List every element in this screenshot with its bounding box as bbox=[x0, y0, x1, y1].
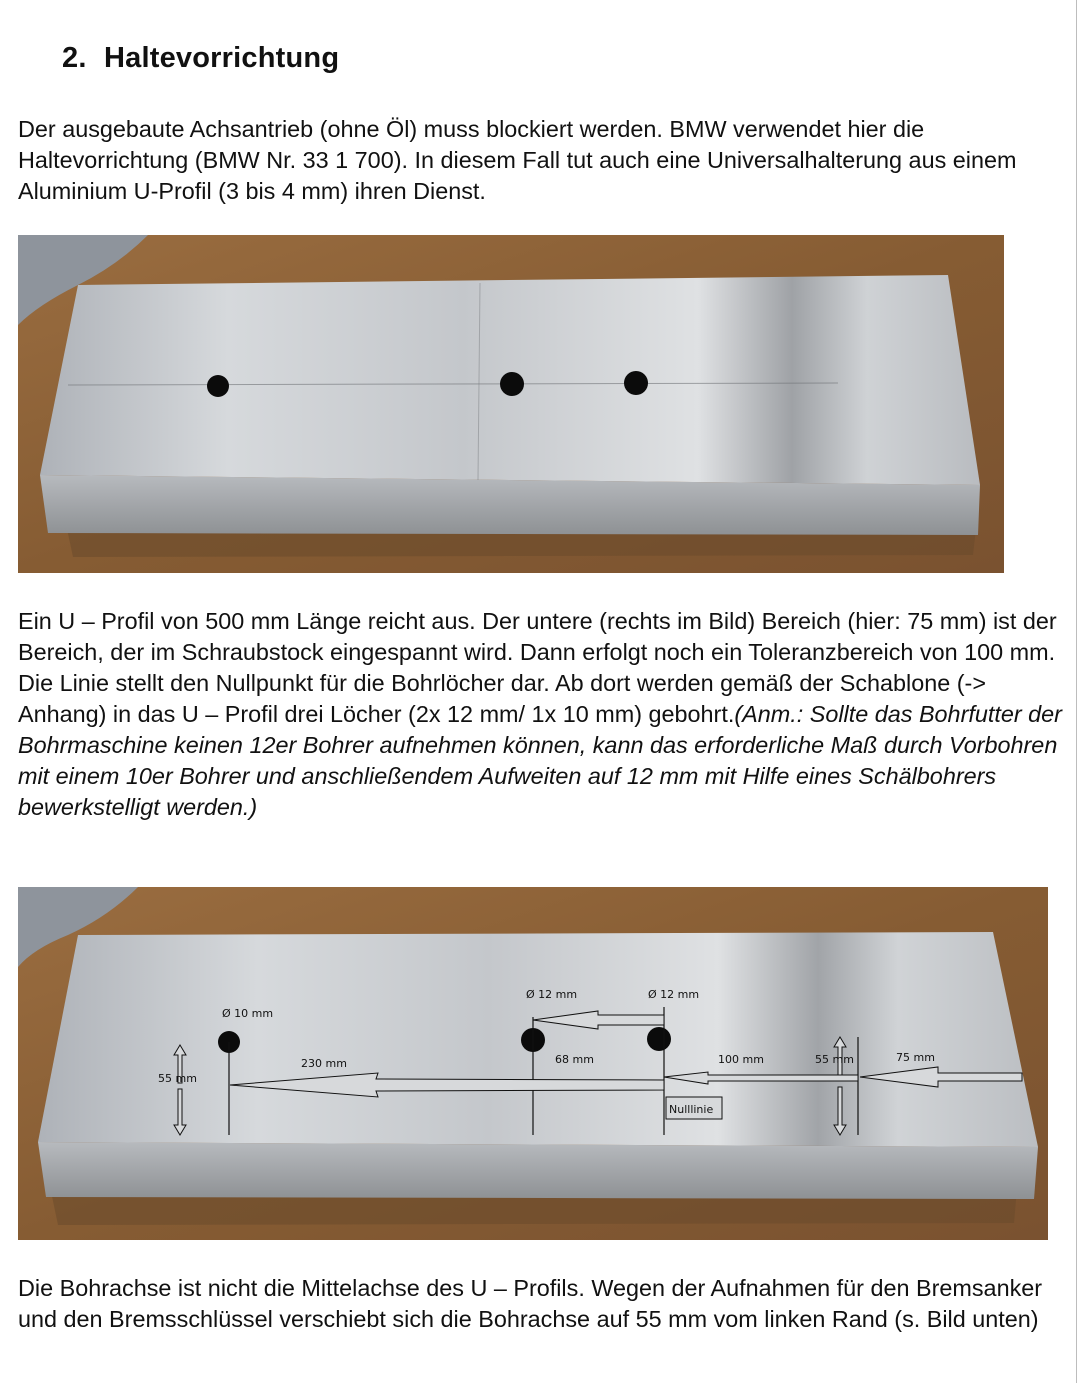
section-number: 2. bbox=[62, 42, 87, 74]
hole-12mm-b bbox=[647, 1027, 671, 1051]
label-100: 100 mm bbox=[718, 1053, 764, 1066]
label-68: 68 mm bbox=[555, 1053, 594, 1066]
hole-12mm-b bbox=[624, 371, 648, 395]
section-title: Haltevorrichtung bbox=[104, 42, 340, 74]
label-230: 230 mm bbox=[301, 1057, 347, 1070]
label-55-left: 55 mm bbox=[158, 1072, 197, 1085]
label-hole-10: Ø 10 mm bbox=[222, 1007, 274, 1020]
page-edge bbox=[1076, 0, 1077, 1383]
label-55-right: 55 mm bbox=[815, 1053, 854, 1066]
u-profile-photo bbox=[18, 235, 1004, 573]
label-hole-12-b: Ø 12 mm bbox=[648, 988, 700, 1001]
profile-paragraph bbox=[18, 606, 1063, 823]
hole-10mm bbox=[207, 375, 229, 397]
label-75: 75 mm bbox=[896, 1051, 935, 1064]
profile-main-text: Ein U – Profil von 500 mm Länge reicht aus. Der untere (rechts im Bild) Bereich (hier: 75 mm) ist der Bereich, der im Schraubstock eingespannt wird. Dann erfolgt noch ein Toleranzbereich von 100 mm. Die Linie stellt den Nullpunkt für die Bohrlöcher dar. Ab dort werden gemäß der Schablone (-> Anhang) in das U – Profil drei Löcher (2x 12 mm/ 1x 10 mm) gebohrt. bbox=[18, 608, 1057, 727]
annotated-profile-photo bbox=[18, 887, 1048, 1240]
profile-side bbox=[40, 475, 980, 535]
hole-12mm-a bbox=[500, 372, 524, 396]
profile-side bbox=[38, 1142, 1038, 1199]
label-hole-12-a: Ø 12 mm bbox=[526, 988, 578, 1001]
label-zero-line: Nulllinie bbox=[669, 1103, 714, 1116]
section-heading bbox=[62, 42, 339, 75]
profile-note-text: (Anm.: Sollte das Bohrfutter der Bohrmaschine keinen 12er Bohrer aufnehmen können, kann das erforderliche Maß durch Vorbohren mit einem 10er Bohrer und anschließendem Aufweiten auf 12 mm mit Hilfe eines Schälbohrers bewerkstelligt werden.) bbox=[18, 701, 1062, 820]
intro-paragraph: Der ausgebaute Achsantrieb (ohne Öl) muss blockiert werden. BMW verwendet hier die Haltevorrichtung (BMW Nr. 33 1 700). In diesem Fall tut auch eine Universalhalterung aus einem Aluminium U-Profil (3 bis 4 mm) ihren Dienst. bbox=[18, 116, 1017, 204]
axis-paragraph: Die Bohrachse ist nicht die Mittelachse des U – Profils. Wegen der Aufnahmen für den Bremsanker und den Bremsschlüssel verschiebt sich die Bohrachse auf 55 mm vom linken Rand (s. Bild unten) bbox=[18, 1275, 1043, 1332]
